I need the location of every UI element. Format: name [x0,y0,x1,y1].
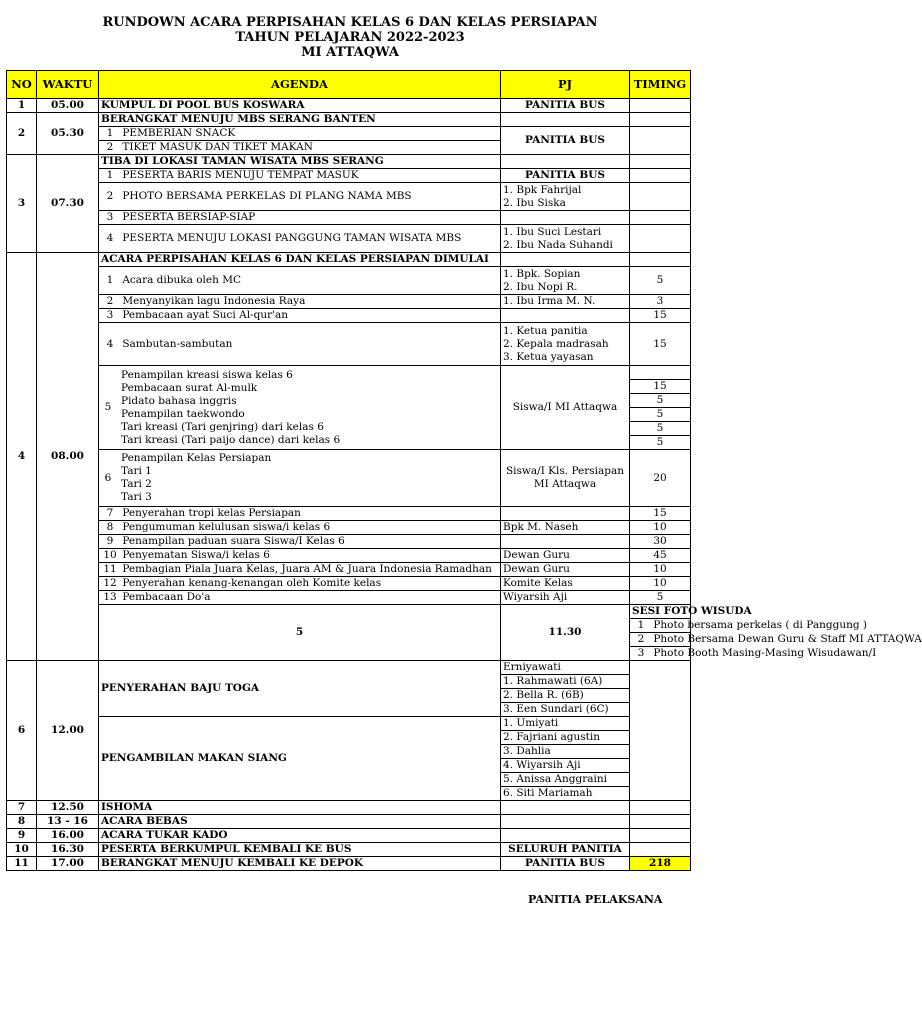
row-pj: SELURUH PANITIA [501,843,630,857]
table-row [7,521,691,535]
row-timing: 10 [630,577,691,591]
row-pj [501,801,630,815]
row-timing [630,815,691,829]
agenda-item: 2 Menyanyikan lagu Indonesia Raya [99,295,501,309]
item-number: 5 [104,401,112,413]
table-row [7,563,691,577]
row-pj: 1. Ibu Suci Lestari 2. Ibu Nada Suhandi [501,225,630,253]
row-timing: 15 [630,309,691,323]
table-row [7,323,691,366]
agenda-item [99,450,501,507]
row-timing [630,253,691,267]
agenda-item: 11 Pembagian Piala Juara Kelas, Juara AM & Juara Indonesia Ramadhan [99,563,501,577]
table-row [7,857,691,871]
agenda-item: 12 Penyerahan kenang-kenangan oleh Komite kelas [99,577,501,591]
row-pj: 1. Ketua panitia 2. Kepala madrasah 3. Ketua yayasan [501,323,630,366]
item-number: 6 [104,471,112,484]
row-timing [630,801,691,815]
row-timing [630,183,691,211]
row-timing [630,99,691,113]
row-agenda: PENGAMBILAN MAKAN SIANG [99,717,501,801]
row-pj [501,507,630,521]
row-no: 4 [7,253,37,661]
row-timing: 15 [630,323,691,366]
column-header-waktu: WAKTU [37,71,99,99]
row-waktu: 17.00 [37,857,99,871]
row-timing: 5 [630,591,691,605]
table-row [7,661,691,675]
row-agenda: ISHOMA [99,801,501,815]
row-no: 2 [7,113,37,155]
table-row [7,99,691,113]
row-timing [630,843,691,857]
agenda-item: 3 Photo Booth Masing-Masing Wisudawan/I [630,647,691,661]
row-pj: Wiyarsih Aji [501,591,630,605]
row-waktu: 16.00 [37,829,99,843]
signature-label: PANITIA PELAKSANA [528,893,663,906]
row-agenda: KUMPUL DI POOL BUS KOSWARA [99,99,501,113]
row-pj [501,253,630,267]
row-agenda: PESERTA BERKUMPUL KEMBALI KE BUS [99,843,501,857]
row-pj: 6. Siti Mariamah [501,787,630,801]
table-row [7,801,691,815]
table-row [7,591,691,605]
row-pj: Dewan Guru [501,563,630,577]
row-timing [630,211,691,225]
table-row [7,225,691,253]
row-pj: Erniyawati [501,661,630,675]
row-agenda: ACARA BEBAS [99,815,501,829]
row-timing: 45 [630,549,691,563]
row-agenda: BERANGKAT MENUJU KEMBALI KE DEPOK [99,857,501,871]
agenda-item: 3 Pembacaan ayat Suci Al-qur'an [99,309,501,323]
row-waktu: 16.30 [37,843,99,857]
row-timing: 3 [630,295,691,309]
agenda-item: 1 Photo bersama perkelas ( di Panggung ) [630,619,691,633]
row-agenda: TIBA DI LOKASI TAMAN WISATA MBS SERANG [99,155,501,169]
row-pj: 1. Bpk. Sopian 2. Ibu Nopi R. [501,267,630,295]
agenda-item: 13 Pembacaan Do'a [99,591,501,605]
row-pj: 1. Ibu Irma M. N. [501,295,630,309]
row-agenda: PENYERAHAN BAJU TOGA [99,661,501,717]
row-pj: Siswa/I MI Attaqwa [501,366,630,450]
row-timing: 20 [630,450,691,507]
table-row [7,843,691,857]
row-timing [630,127,691,155]
table-row [7,113,691,127]
item-lines: Penampilan kreasi siswa kelas 6 Pembacaan surat Al-mulk Pidato bahasa inggris Penampilan taekwondo Tari kreasi (Tari genjring) dari kelas 6 Tari kreasi (Tari paijo dance) dari kelas 6 [121,368,341,446]
table-row [7,507,691,521]
table-row [7,605,691,619]
table-row [7,127,691,141]
table-row [7,309,691,323]
row-waktu: 12.50 [37,801,99,815]
column-header-pj: PJ [501,71,630,99]
row-no: 11 [7,857,37,871]
table-row [7,183,691,211]
row-waktu: 13 - 16 [37,815,99,829]
agenda-item: 9 Penampilan paduan suara Siswa/I Kelas 6 [99,535,501,549]
table-row [7,155,691,169]
row-pj [501,829,630,843]
table-row [7,450,691,507]
row-timing: 5 [630,267,691,295]
row-pj: 1. Rahmawati (6A) [501,675,630,689]
row-pj: 2. Bella R. (6B) [501,689,630,703]
row-pj [501,309,630,323]
row-pj [501,155,630,169]
row-pj: 4. Wiyarsih Aji [501,759,630,773]
row-pj: 1. Bpk Fahrijal 2. Ibu Siska [501,183,630,211]
agenda-item: 1 Acara dibuka oleh MC [99,267,501,295]
row-no: 10 [7,843,37,857]
table-row [7,295,691,309]
row-timing [630,113,691,127]
agenda-item: 7 Penyerahan tropi kelas Persiapan [99,507,501,521]
agenda-item: 3 PESERTA BERSIAP-SIAP [99,211,501,225]
table-row [7,815,691,829]
row-timing: 15 [630,507,691,521]
row-pj [501,815,630,829]
row-no: 9 [7,829,37,843]
table-header-row [7,71,691,99]
agenda-item: 1 PESERTA BARIS MENUJU TEMPAT MASUK [99,169,501,183]
row-pj: PANITIA BUS [501,127,630,155]
agenda-item: 2 PHOTO BERSAMA PERKELAS DI PLANG NAMA MBS [99,183,501,211]
row-no: 8 [7,815,37,829]
row-timing [630,829,691,843]
agenda-item [99,366,501,450]
row-pj: 1. Umiyati [501,717,630,731]
row-pj [501,211,630,225]
table-row [7,267,691,295]
row-pj: Komite Kelas [501,577,630,591]
table-row [7,366,691,380]
row-timing: 30 [630,535,691,549]
row-timing: 10 [630,521,691,535]
row-waktu: 08.00 [37,253,99,661]
table-row [7,829,691,843]
agenda-item: 1 PEMBERIAN SNACK [99,127,501,141]
row-timing: 10 [630,563,691,577]
row-timing [630,661,691,801]
row-no: 7 [7,801,37,815]
row-agenda: SESI FOTO WISUDA [630,605,691,619]
column-header-agenda: AGENDA [99,71,501,99]
row-timing: 5 [630,408,691,422]
agenda-item: 4 PESERTA MENUJU LOKASI PANGGUNG TAMAN WISATA MBS [99,225,501,253]
row-no: 1 [7,99,37,113]
row-pj: Bpk M. Naseh [501,521,630,535]
row-pj: 3. Een Sundari (6C) [501,703,630,717]
table-row [7,253,691,267]
title-line-1: RUNDOWN ACARA PERPISAHAN KELAS 6 DAN KELAS PERSIAPAN [102,15,598,30]
table-row [7,535,691,549]
column-header-no: NO [7,71,37,99]
row-pj [501,535,630,549]
agenda-item: 2 TIKET MASUK DAN TIKET MAKAN [99,141,501,155]
row-timing: 5 [630,422,691,436]
table-row [7,169,691,183]
row-pj: 2. Fajriani agustin [501,731,630,745]
row-waktu: 12.00 [37,661,99,801]
item-lines: Penampilan Kelas Persiapan Tari 1 Tari 2 Tari 3 [121,452,272,503]
agenda-item: 8 Pengumuman kelulusan siswa/i kelas 6 [99,521,501,535]
row-pj: PANITIA BUS [501,169,630,183]
table-row [7,211,691,225]
title-line-3: MI ATTAQWA [301,45,399,60]
row-timing: 15 [630,380,691,394]
agenda-item: 2 Photo Bersama Dewan Guru & Staff MI ATTAQWA [630,633,691,647]
row-pj [501,113,630,127]
row-no: 6 [7,661,37,801]
row-waktu: 05.00 [37,99,99,113]
table-row [7,549,691,563]
row-agenda: ACARA TUKAR KADO [99,829,501,843]
row-no: 5 [99,605,501,661]
row-timing [630,155,691,169]
table-row [7,577,691,591]
row-timing: 5 [630,394,691,408]
row-pj: PANITIA BUS [501,99,630,113]
row-timing [630,169,691,183]
title-line-2: TAHUN PELAJARAN 2022-2023 [235,30,465,45]
row-no: 3 [7,155,37,253]
row-pj: Dewan Guru [501,549,630,563]
row-pj: 3. Dahlia [501,745,630,759]
rundown-table [6,70,922,871]
row-waktu: 07.30 [37,155,99,253]
row-agenda: ACARA PERPISAHAN KELAS 6 DAN KELAS PERSIAPAN DIMULAI [99,253,501,267]
agenda-item: 4 Sambutan-sambutan [99,323,501,366]
row-timing [630,366,691,380]
table-row [7,717,691,731]
row-agenda: BERANGKAT MENUJU MBS SERANG BANTEN [99,113,501,127]
row-timing: 5 [630,436,691,450]
row-timing [630,225,691,253]
row-pj: PANITIA BUS [501,857,630,871]
column-header-timing: TIMING [630,71,691,99]
row-pj: Siswa/I Kls. Persiapan MI Attaqwa [501,450,630,507]
row-pj: 5. Anissa Anggraini [501,773,630,787]
agenda-item: 10 Penyematan Siswa/i kelas 6 [99,549,501,563]
row-waktu: 05.30 [37,113,99,155]
total-timing: 218 [630,857,691,871]
row-waktu: 11.30 [501,605,630,661]
